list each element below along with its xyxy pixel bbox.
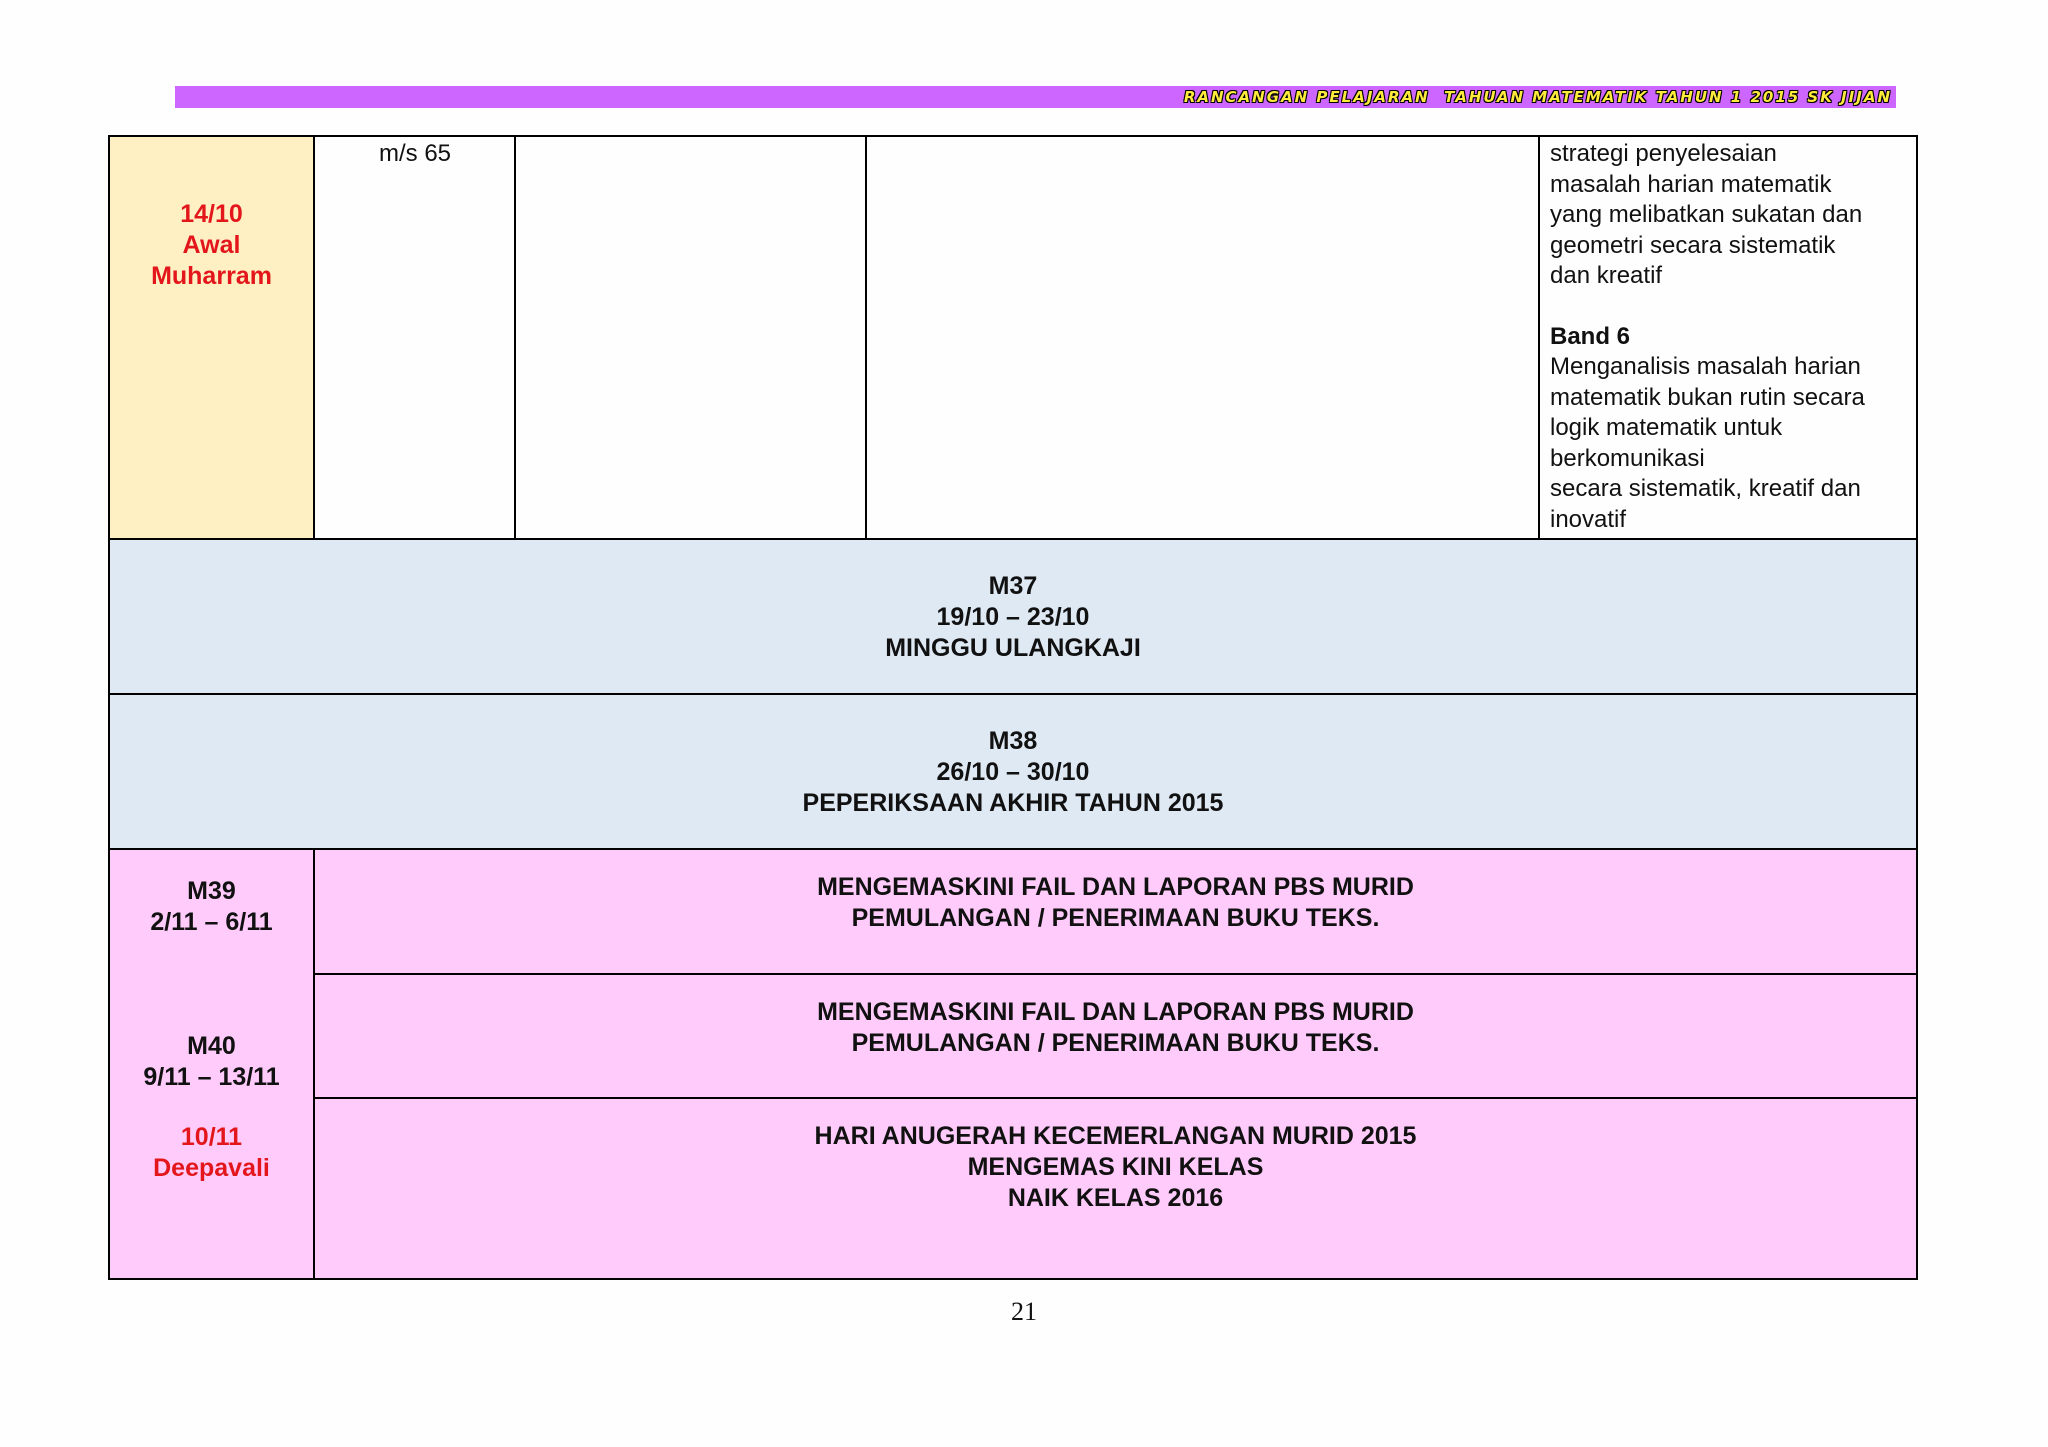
page-reference: m/s 65: [378, 140, 452, 167]
week-label-m40: M40: [187, 1032, 236, 1060]
band-text-line: secara sistematik, kreatif dan: [1550, 475, 1861, 502]
week-label: M37: [988, 572, 1038, 600]
activity-line: PEMULANGAN / PENERIMAAN BUKU TEKS.: [851, 904, 1380, 932]
holiday-name-deepavali: Deepavali: [153, 1154, 270, 1182]
week-dates-m39: 2/11 – 6/11: [150, 908, 273, 936]
m39-activity-cell: [315, 850, 1916, 973]
band-text-line: dan kreatif: [1550, 262, 1663, 289]
page-reference-cell: [315, 137, 515, 538]
week-label-m39: M39: [187, 877, 236, 905]
holiday-cell-awal-muharram: [110, 137, 313, 538]
week-row-m37: [110, 540, 1916, 693]
activity-line: PEMULANGAN / PENERIMAAN BUKU TEKS.: [851, 1029, 1380, 1057]
band-text-line: matematik bukan rutin secara: [1550, 383, 1865, 411]
band-text-line: strategi penyelesaian: [1550, 140, 1777, 167]
performance-band-cell: [1550, 139, 1920, 535]
header-bar: [175, 86, 1896, 108]
activity-line: MENGEMASKINI FAIL DAN LAPORAN PBS MURID: [817, 873, 1414, 901]
week-dates: 26/10 – 30/10: [936, 758, 1090, 786]
event-line: HARI ANUGERAH KECEMERLANGAN MURID 2015: [814, 1122, 1417, 1150]
activity-line: MENGEMASKINI FAIL DAN LAPORAN PBS MURID: [817, 998, 1414, 1026]
holiday-name-line1: Awal: [182, 231, 241, 259]
band-text-line: logik matematik untuk: [1550, 414, 1783, 441]
page-number: 21: [1011, 1297, 1037, 1326]
band-text-line: inovatif: [1550, 505, 1627, 533]
week-label: M38: [988, 727, 1038, 755]
column-divider: [1538, 137, 1540, 538]
week-row-m38: [110, 695, 1916, 848]
band-6-heading: Band 6: [1550, 322, 1631, 350]
week-event: PEPERIKSAAN AKHIR TAHUN 2015: [802, 789, 1224, 817]
holiday-name-line2: Muharram: [151, 262, 272, 290]
empty-cell: [867, 137, 1538, 538]
m40-activity-cell: [315, 975, 1916, 1097]
week-event: MINGGU ULANGKAJI: [885, 634, 1141, 662]
holiday-date-deepavali: 10/11: [180, 1123, 243, 1151]
event-line: NAIK KELAS 2016: [1007, 1184, 1224, 1212]
band-text-line: Menganalisis masalah harian: [1550, 353, 1861, 380]
week-dates-m40: 9/11 – 13/11: [143, 1063, 280, 1091]
band-text-line: masalah harian matematik: [1550, 170, 1832, 198]
scheme-of-work-table: [108, 135, 1918, 1280]
m40-event-cell: [315, 1099, 1916, 1278]
week-dates: 19/10 – 23/10: [936, 603, 1090, 631]
empty-cell: [516, 137, 865, 538]
band-text-line: geometri secara sistematik: [1550, 231, 1836, 259]
header-title: RANCANGAN PELAJARAN TAHUAN MATEMATIK TAHUN 1 2015 SK JIJAN: [1183, 88, 1892, 106]
band-text-line: yang melibatkan sukatan dan: [1550, 201, 1863, 228]
holiday-date: 14/10: [180, 200, 243, 228]
event-line: MENGEMAS KINI KELAS: [967, 1153, 1264, 1181]
band-text-line: berkomunikasi: [1550, 444, 1705, 472]
